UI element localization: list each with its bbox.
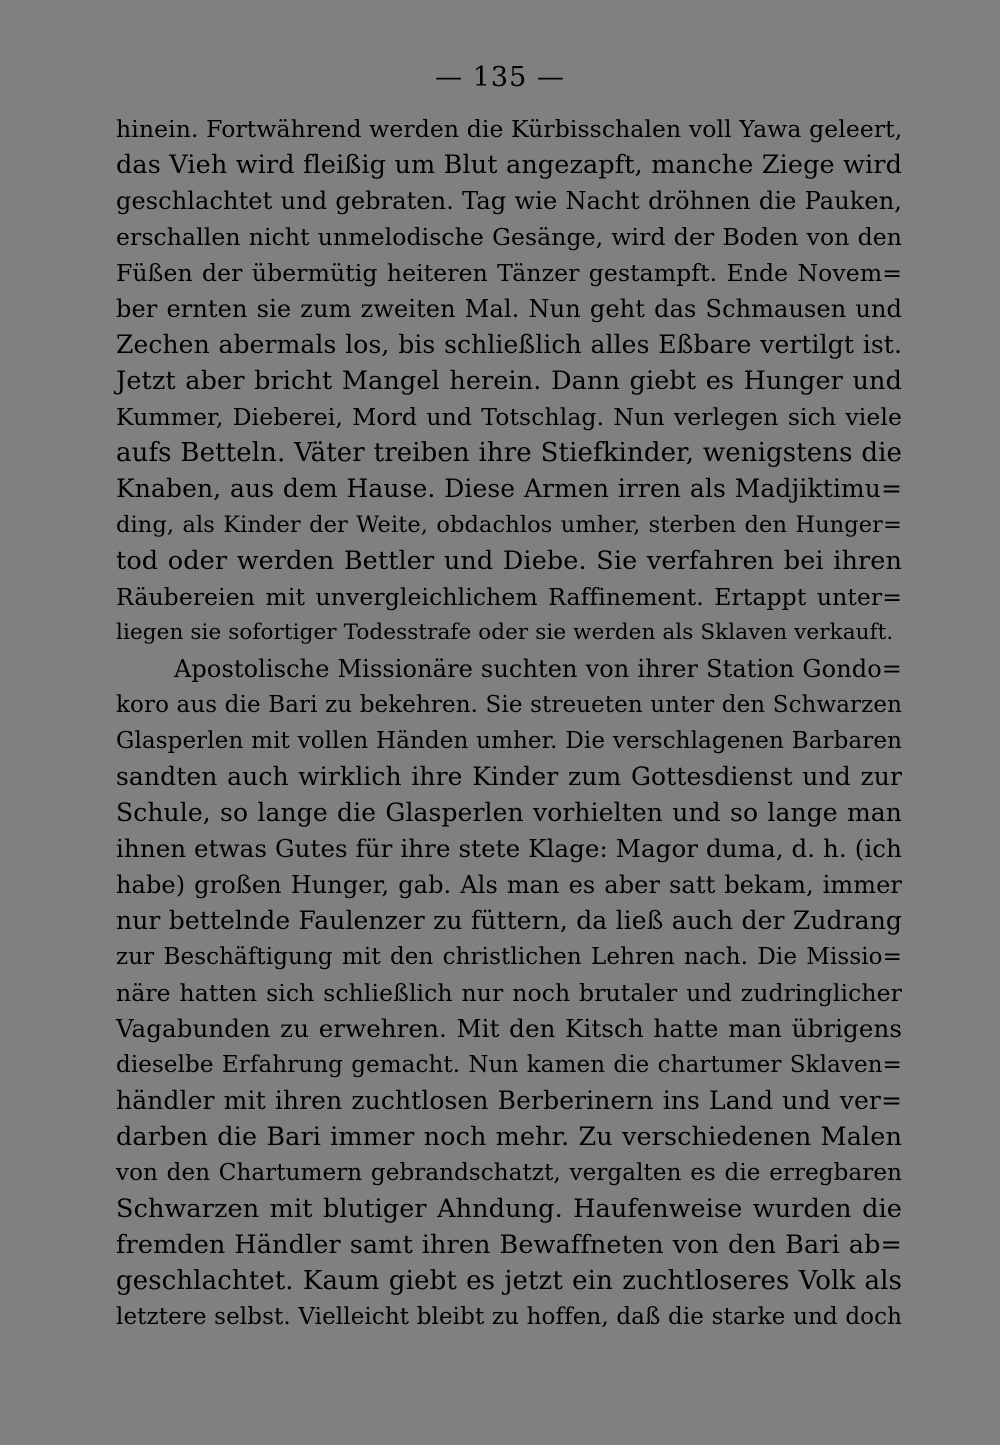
text-line: Kummer, Dieberei, Mord und Totschlag. Nun verlegen sich viele (116, 403, 902, 431)
text-line: ding, als Kinder der Weite, obdachlos umher, sterben den Hunger= (116, 512, 902, 538)
text-line: von den Chartumern gebrandschatzt, vergalten es die erregbaren (116, 1160, 902, 1186)
text-line: nur bettelnde Faulenzer zu füttern, da ließ auch der Zudrang (116, 906, 902, 935)
text-line: ihnen etwas Gutes für ihre stete Klage: Magor duma, d. h. (ich (116, 834, 902, 863)
text-line: Räubereien mit unvergleichlichem Raffinement. Ertappt unter= (116, 583, 902, 611)
text-line: letztere selbst. Vielleicht bleibt zu hoffen, daß die starke und doch (116, 1304, 902, 1330)
text-line: fremden Händler samt ihren Bewaffneten von den Bari ab= (116, 1230, 902, 1260)
text-line: händler mit ihren zuchtlosen Berberinern ins Land und ver= (116, 1086, 902, 1115)
text-line: Jetzt aber bricht Mangel herein. Dann giebt es Hunger und (116, 366, 902, 396)
text-line: Apostolische Missionäre suchten von ihrer Station Gondo= (174, 655, 902, 683)
text-line: dieselbe Erfahrung gemacht. Nun kamen die chartumer Sklaven= (116, 1052, 902, 1078)
text-line: ber ernten sie zum zweiten Mal. Nun geht das Schmausen und (116, 295, 902, 323)
text-line: aufs Betteln. Väter treiben ihre Stiefkinder, wenigstens die (116, 438, 902, 468)
text-line: Vagabunden zu erwehren. Mit den Kitsch hatte man übrigens (116, 1014, 902, 1043)
text-line: sandten auch wirklich ihre Kinder zum Gottesdienst und zur (116, 762, 902, 791)
text-line: hinein. Fortwährend werden die Kürbisschalen voll Yawa geleert, (116, 115, 903, 143)
text-line: Knaben, aus dem Hause. Diese Armen irren als Madjiktimu= (116, 474, 902, 503)
text-line: habe) großen Hunger, gab. Als man es aber satt bekam, immer (116, 871, 902, 899)
text-line: zur Beschäftigung mit den christlichen Lehren nach. Die Missio= (116, 944, 902, 970)
text-line: das Vieh wird fleißig um Blut angezapft, manche Ziege wird (116, 150, 902, 180)
text-line: geschlachtet und gebraten. Tag wie Nacht dröhnen die Pauken, (116, 187, 902, 215)
text-line: liegen sie sofortiger Todesstrafe oder sie werden als Sklaven verkauft. (116, 620, 894, 645)
text-line: Schule, so lange die Glasperlen vorhielten und so lange man (116, 798, 902, 827)
text-line: koro aus die Bari zu bekehren. Sie streueten unter den Schwarzen (116, 692, 902, 718)
text-line: Schwarzen mit blutiger Ahndung. Haufenweise wurden die (116, 1194, 902, 1224)
text-line: Zechen abermals los, bis schließlich alles Eßbare vertilgt ist. (116, 330, 902, 359)
text-line: näre hatten sich schließlich nur noch brutaler und zudringlicher (116, 979, 902, 1007)
text-line: Glasperlen mit vollen Händen umher. Die verschlagenen Barbaren (116, 728, 902, 754)
text-line: tod oder werden Bettler und Diebe. Sie verfahren bei ihren (116, 546, 902, 576)
text-line: geschlachtet. Kaum giebt es jetzt ein zuchtloseres Volk als (116, 1266, 902, 1296)
text-line: Füßen der übermütig heiteren Tänzer gestampft. Ende Novem= (116, 259, 902, 287)
body-text (116, 111, 902, 1335)
text-line: darben die Bari immer noch mehr. Zu verschiedenen Malen (116, 1122, 902, 1152)
page-number: — 135 — (435, 62, 565, 93)
text-line: erschallen nicht unmelodische Gesänge, wird der Boden von den (116, 223, 902, 251)
